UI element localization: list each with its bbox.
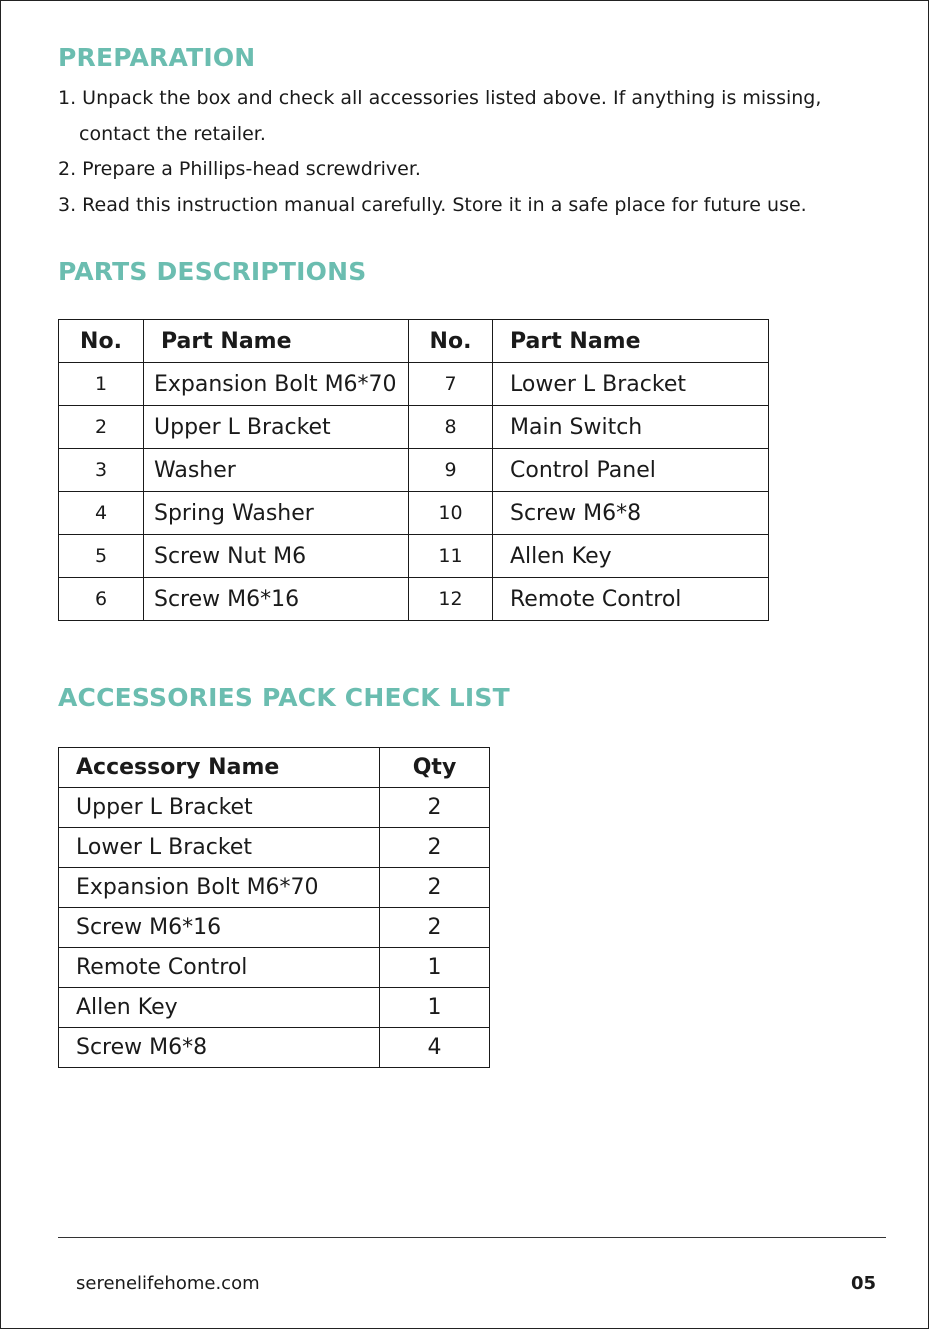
table-row (59, 578, 769, 621)
accessory-name: Upper L Bracket (59, 788, 380, 828)
part-name: Main Switch (493, 406, 769, 449)
part-name: Screw M6*8 (493, 492, 769, 535)
table-row (59, 828, 490, 868)
preparation-step-1: 1. Unpack the box and check all accessories listed above. If anything is missing, (58, 87, 822, 109)
accessory-name: Remote Control (59, 948, 380, 988)
part-name: Control Panel (493, 449, 769, 492)
accessory-name: Screw M6*16 (59, 908, 380, 948)
accessory-name: Screw M6*8 (59, 1028, 380, 1068)
accessory-qty: 2 (380, 788, 490, 828)
accessory-name: Lower L Bracket (59, 828, 380, 868)
preparation-list (58, 81, 878, 223)
part-number: 1 (59, 363, 144, 406)
accessory-qty: 2 (380, 908, 490, 948)
table-row (59, 948, 490, 988)
table-row (59, 908, 490, 948)
part-name: Upper L Bracket (144, 406, 409, 449)
page-number: 05 (850, 1273, 876, 1294)
table-header-row (59, 748, 490, 788)
part-number: 11 (409, 535, 493, 578)
accessory-qty: 1 (380, 988, 490, 1028)
accessories-table (58, 747, 490, 1068)
table-row (59, 868, 490, 908)
part-number: 9 (409, 449, 493, 492)
part-name: Allen Key (493, 535, 769, 578)
accessory-name: Allen Key (59, 988, 380, 1028)
accessories-heading: ACCESSORIES PACK CHECK LIST (58, 683, 510, 712)
header-part-name: Part Name (144, 320, 409, 363)
part-number: 6 (59, 578, 144, 621)
table-row (59, 406, 769, 449)
part-name: Screw M6*16 (144, 578, 409, 621)
table-row (59, 535, 769, 578)
table-row (59, 1028, 490, 1068)
part-number: 10 (409, 492, 493, 535)
parts-table (58, 319, 769, 621)
part-number: 7 (409, 363, 493, 406)
part-name: Washer (144, 449, 409, 492)
footer-divider (58, 1237, 886, 1238)
header-part-name: Part Name (493, 320, 769, 363)
preparation-step-3: 3. Read this instruction manual carefully. Store it in a safe place for future use. (58, 193, 807, 216)
part-number: 12 (409, 578, 493, 621)
parts-heading: PARTS DESCRIPTIONS (58, 257, 367, 286)
part-number: 2 (59, 406, 144, 449)
part-number: 4 (59, 492, 144, 535)
part-name: Spring Washer (144, 492, 409, 535)
table-row (59, 988, 490, 1028)
part-name: Remote Control (493, 578, 769, 621)
part-name: Lower L Bracket (493, 363, 769, 406)
accessory-qty: 4 (380, 1028, 490, 1068)
footer-website: serenelifehome.com (76, 1273, 260, 1294)
accessory-qty: 2 (380, 868, 490, 908)
preparation-step-1-continued: contact the retailer. (79, 122, 266, 145)
part-name: Expansion Bolt M6*70 (144, 363, 409, 406)
accessory-name: Expansion Bolt M6*70 (59, 868, 380, 908)
accessory-qty: 2 (380, 828, 490, 868)
table-row (59, 492, 769, 535)
part-number: 5 (59, 535, 144, 578)
table-row (59, 788, 490, 828)
table-row (59, 449, 769, 492)
accessory-qty: 1 (380, 948, 490, 988)
header-no: No. (409, 320, 493, 363)
table-row (59, 363, 769, 406)
header-no: No. (59, 320, 144, 363)
part-name: Screw Nut M6 (144, 535, 409, 578)
header-accessory-name: Accessory Name (59, 748, 380, 788)
preparation-step-2: 2. Prepare a Phillips-head screwdriver. (58, 158, 421, 180)
part-number: 3 (59, 449, 144, 492)
header-qty: Qty (380, 748, 490, 788)
preparation-heading: PREPARATION (58, 43, 256, 72)
table-header-row (59, 320, 769, 363)
part-number: 8 (409, 406, 493, 449)
